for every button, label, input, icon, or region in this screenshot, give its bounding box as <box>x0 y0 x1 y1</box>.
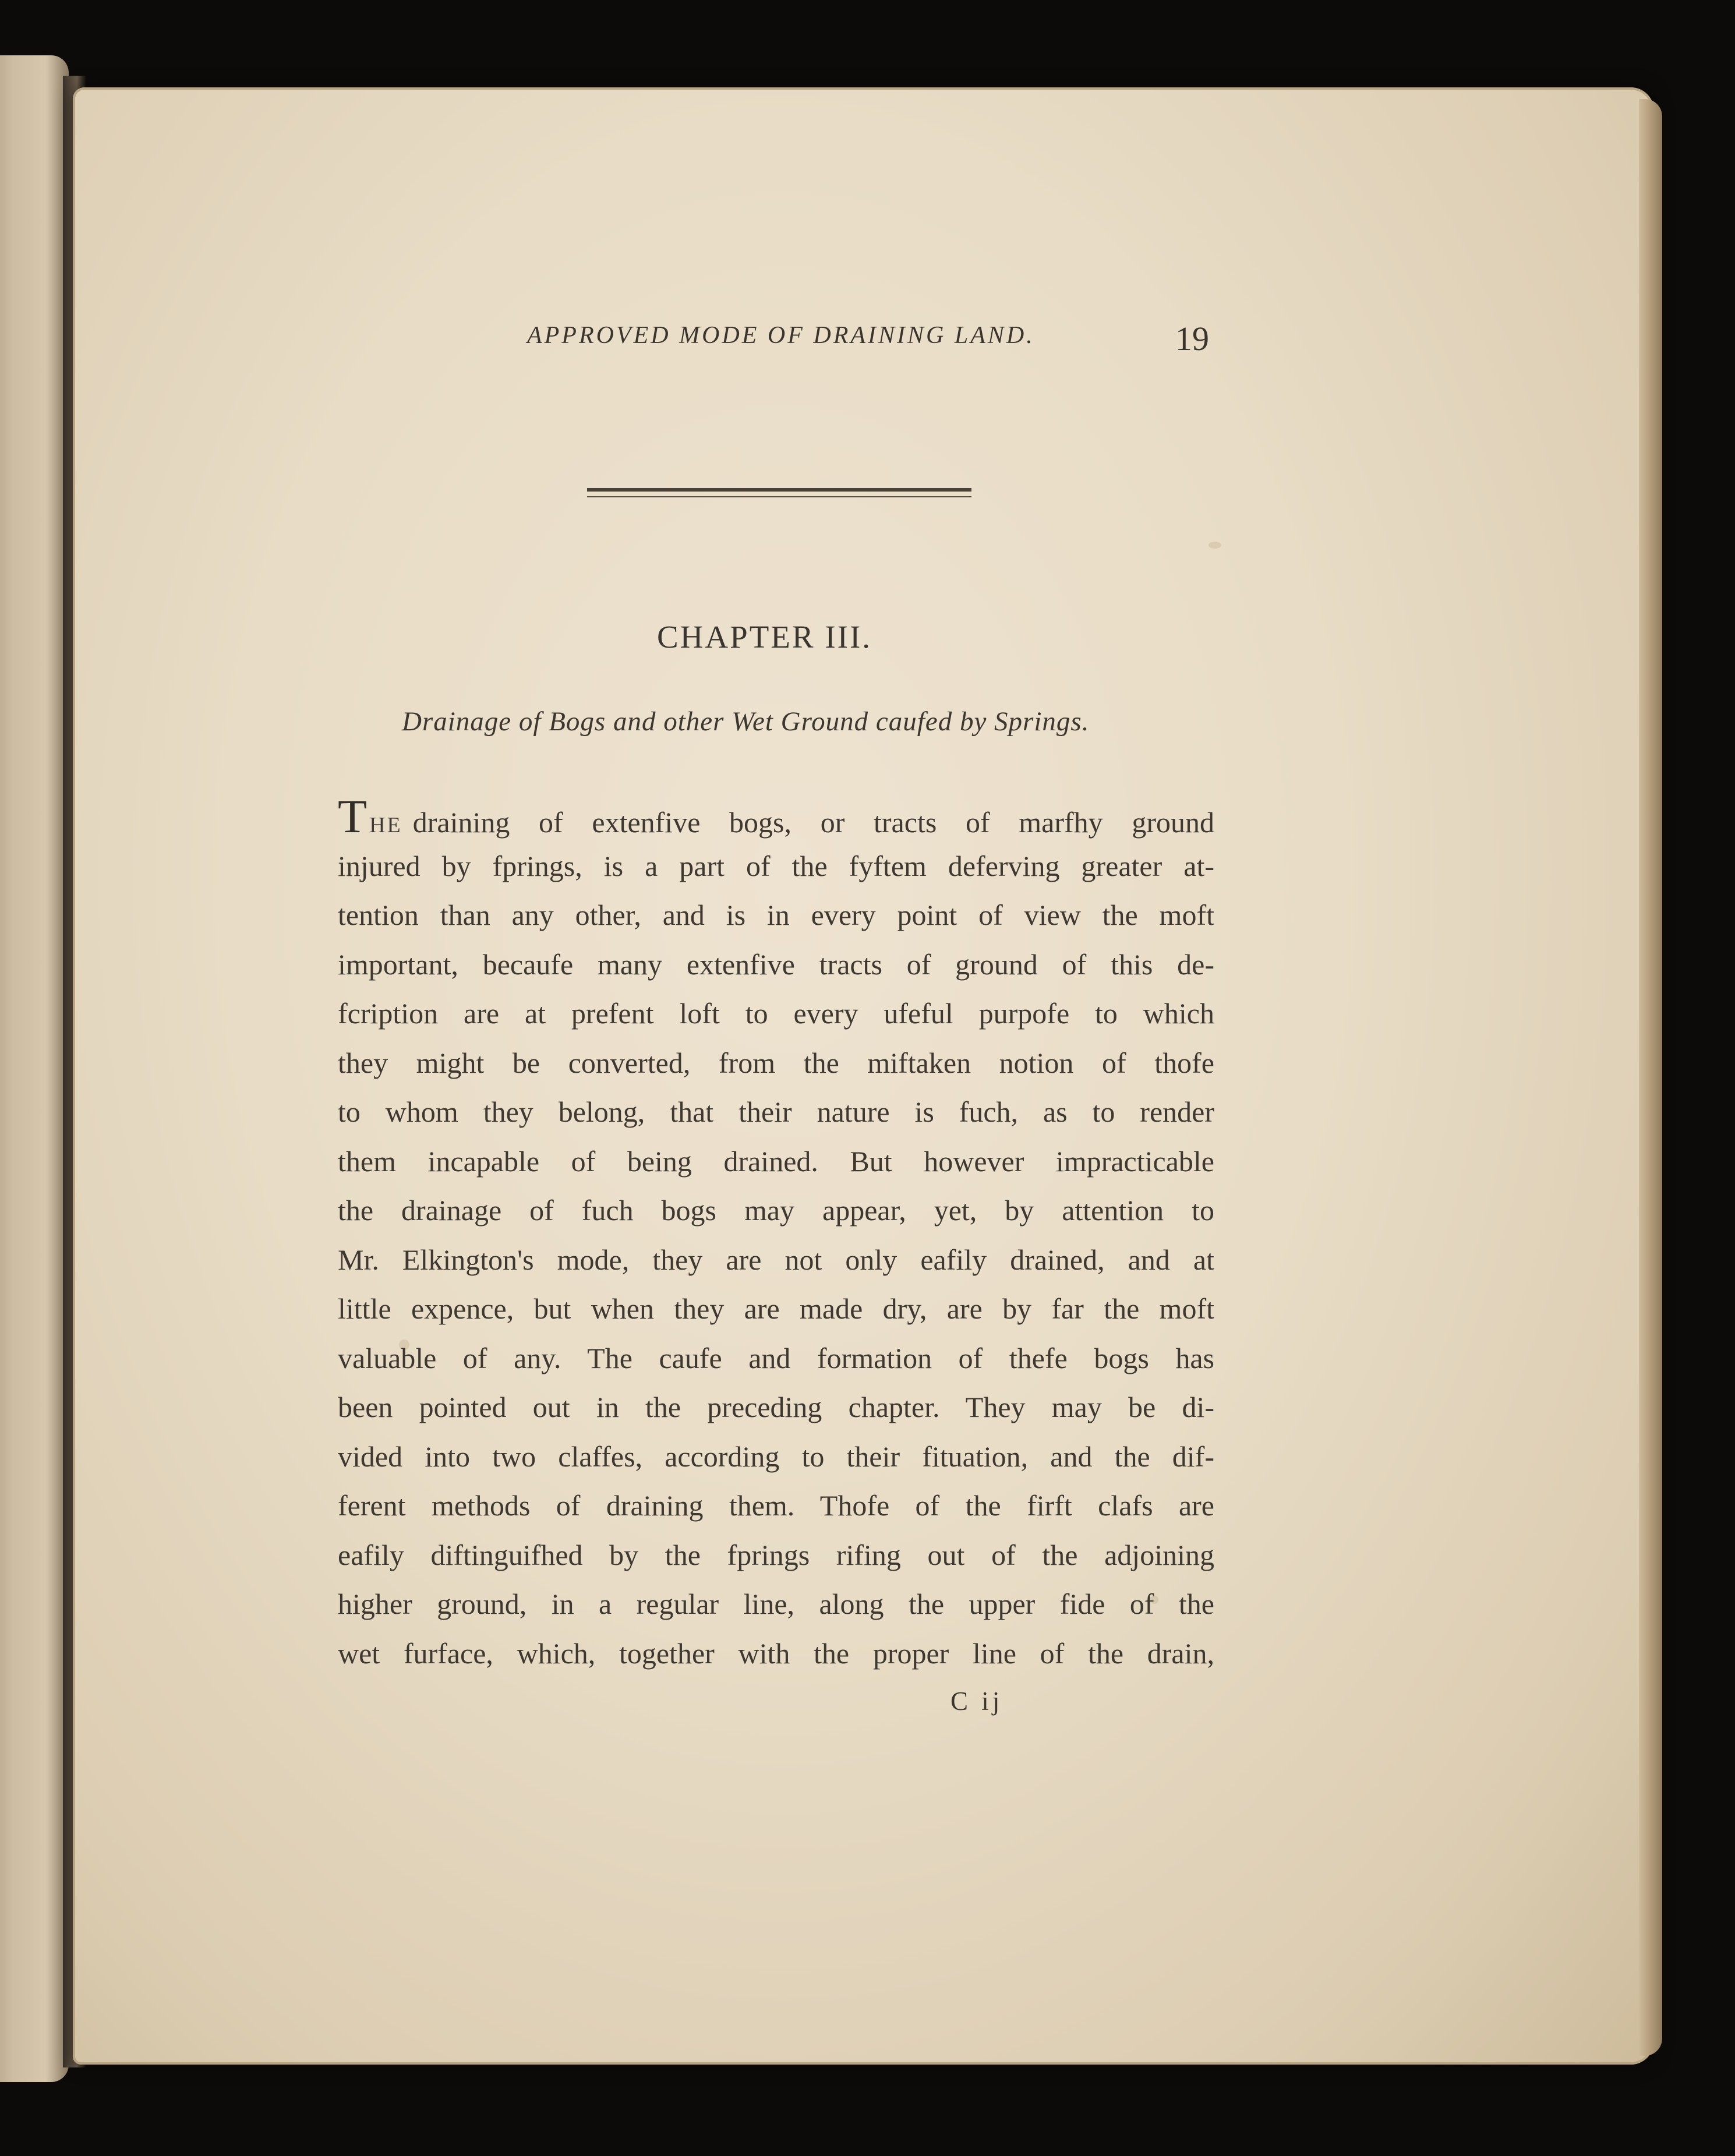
text-line: eafily diftinguifhed by the fprings rifing out of the adjoining <box>338 1538 1214 1571</box>
text-line: injured by fprings, is a part of the fyftem deferving greater at- <box>338 849 1214 882</box>
chapter-subtitle: Drainage of Bogs and other Wet Ground caufed by Springs. <box>402 706 1090 737</box>
text-line: vided into two claffes, according to their fituation, and the dif- <box>338 1440 1214 1473</box>
text-line-content: draining of extenfive bogs, or tracts of marfhy ground <box>412 806 1214 839</box>
page-number: 19 <box>1175 320 1209 358</box>
drop-cap: T <box>338 792 368 842</box>
text-line: tention than any other, and is in every point of view the moft <box>338 899 1214 931</box>
text-line: valuable of any. The caufe and formation of thefe bogs has <box>338 1341 1214 1374</box>
decorative-rule-thin <box>587 496 971 497</box>
text-line: ferent methods of draining them. Thofe of the firft clafs are <box>338 1489 1214 1522</box>
foxing-spot <box>1209 542 1221 549</box>
signature-mark: C ij <box>950 1687 1003 1716</box>
body-text <box>338 792 1214 1678</box>
text-line: higher ground, in a regular line, along the upper fide of the <box>338 1588 1214 1620</box>
text-line: to whom they belong, that their nature is fuch, as to render <box>338 1095 1214 1128</box>
text-line: they might be converted, from the miftaken notion of thofe <box>338 1046 1214 1079</box>
text-line: fcription are at prefent loft to every ufeful purpofe to which <box>338 997 1214 1030</box>
text-line: the drainage of fuch bogs may appear, yet, by attention to <box>338 1194 1214 1227</box>
text-line: Mr. Elkington's mode, they are not only eafily drained, and at <box>338 1243 1214 1276</box>
running-head: APPROVED MODE OF DRAINING LAND. <box>527 322 1035 349</box>
text-line: wet furface, which, together with the proper line of the drain, <box>338 1637 1214 1670</box>
page-fore-edge <box>1639 99 1662 2056</box>
drop-cap-small-caps: HE <box>369 813 402 837</box>
text-line: been pointed out in the preceding chapter. They may be di- <box>338 1391 1214 1423</box>
left-page-edge <box>0 55 69 2082</box>
text-line <box>338 792 1214 842</box>
text-line: important, becaufe many extenfive tracts of ground of this de- <box>338 948 1214 981</box>
decorative-rule <box>587 488 971 492</box>
text-line: little expence, but when they are made dry, are by far the moft <box>338 1292 1214 1325</box>
text-line: them incapable of being drained. But however impracticable <box>338 1144 1214 1178</box>
chapter-title: CHAPTER III. <box>657 619 872 655</box>
